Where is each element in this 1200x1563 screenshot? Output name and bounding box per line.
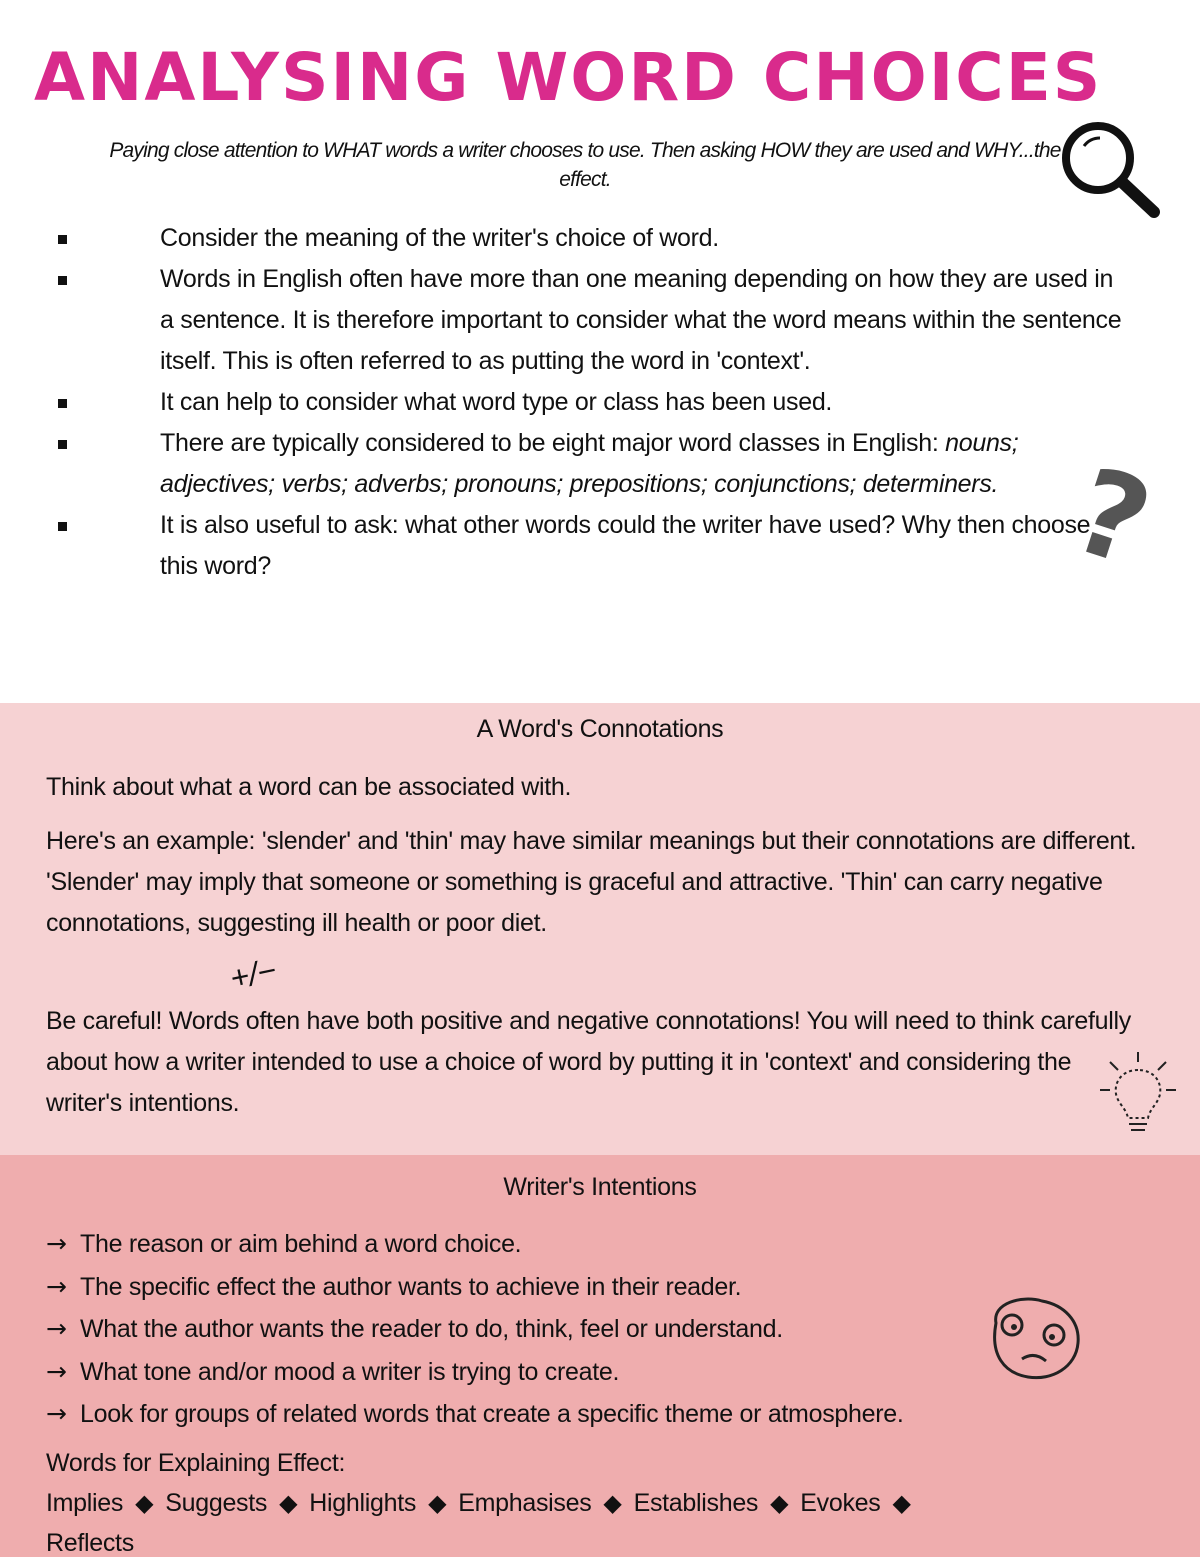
arrow-icon: → (46, 1399, 67, 1428)
bullet-dot (58, 440, 67, 449)
connotations-section (0, 703, 1200, 1155)
bullet-text: It is also useful to ask: what other words could the writer have used? Why then choose this word? (160, 511, 1091, 580)
diamond-icon: ◆ (135, 1489, 154, 1517)
plus-minus-icon: +/− (226, 951, 280, 997)
list-item-text: What the author wants the reader to do, think, feel or understand. (80, 1315, 783, 1343)
arrow-icon: → (46, 1229, 67, 1258)
word-classes: nouns; adjectives; verbs; adverbs; pronouns; prepositions; conjunctions; determiners. (160, 429, 1019, 498)
connotations-intro: Think about what a word can be associated with. (46, 773, 572, 801)
list-item-text: The specific effect the author wants to achieve in their reader. (80, 1272, 742, 1301)
list-item (46, 1223, 1156, 1266)
bullet-text: It can help to consider what word type or class has been used. (160, 388, 833, 416)
effect-words-label: Words for Explaining Effect: (46, 1449, 346, 1477)
intro-text: Paying close attention to WHAT words a writer chooses to use. Then asking HOW they are used and WHY...the effect. (109, 139, 1061, 191)
bullet-dot (58, 235, 67, 244)
bullet-dot (58, 276, 67, 285)
bullet-dot (58, 522, 67, 531)
page-title: ANALYSING WORD CHOICES (34, 39, 1103, 116)
question-mark-icon: ? (1058, 440, 1167, 594)
bullet-item (52, 505, 1132, 587)
thinking-face-icon (982, 1293, 1086, 1385)
connotations-example: Here's an example: 'slender' and 'thin' may have similar meanings but their connotations are different. 'Slender' may imply that someone or something is graceful and attractive. 'Thin' can carry negative connotations, suggesting ill health or poor diet. (46, 827, 1137, 937)
effect-word: Emphasises (458, 1489, 592, 1517)
diamond-icon: ◆ (279, 1489, 298, 1517)
bullet-list (52, 218, 1132, 587)
bullet-dot (58, 399, 67, 408)
effect-word: Evokes (800, 1489, 881, 1517)
intentions-title: Writer's Intentions (503, 1173, 697, 1201)
connotations-title: A Word's Connotations (476, 715, 724, 743)
diamond-icon: ◆ (603, 1489, 622, 1517)
effect-word: Implies (46, 1489, 124, 1517)
arrow-icon: → (46, 1356, 67, 1386)
bullet-item (52, 423, 1132, 505)
effect-word: Highlights (309, 1489, 417, 1517)
bullet-text: Words in English often have more than one meaning depending on how they are used in a sentence. It is therefore important to consider what the word means within the sentence itself. This is often referred to as putting the word in 'context'. (160, 265, 1122, 375)
bullet-item (52, 382, 1132, 423)
diamond-icon: ◆ (892, 1489, 911, 1517)
bullet-text: There are typically considered to be eight major word classes in English: (160, 429, 946, 457)
diamond-icon: ◆ (428, 1489, 447, 1517)
list-item-text: The reason or aim behind a word choice. (80, 1230, 522, 1258)
diamond-icon: ◆ (770, 1489, 789, 1517)
connotations-warning: Be careful! Words often have both positive and negative connotations! You will need to think carefully about how a writer intended to use a choice of word by putting it in 'context' and considering the writer's intentions. (46, 1007, 1131, 1117)
list-item (46, 1393, 1156, 1436)
bullet-item (52, 218, 1132, 259)
lightbulb-icon (1098, 1048, 1178, 1138)
arrow-icon: → (46, 1271, 67, 1301)
bullet-text: Consider the meaning of the writer's choice of word. (160, 224, 719, 252)
effect-words-list (46, 1483, 1146, 1563)
effect-word: Suggests (165, 1489, 268, 1517)
arrow-icon: → (46, 1314, 67, 1343)
list-item-text: What tone and/or mood a writer is trying to create. (80, 1357, 620, 1386)
intentions-section (0, 1155, 1200, 1557)
list-item-text: Look for groups of related words that create a specific theme or atmosphere. (80, 1400, 904, 1428)
effect-words (46, 1443, 1146, 1563)
magnifier-icon (1058, 118, 1162, 220)
bullet-item (52, 259, 1132, 382)
effect-word: Reflects (46, 1529, 134, 1557)
effect-word: Establishes (633, 1489, 759, 1517)
